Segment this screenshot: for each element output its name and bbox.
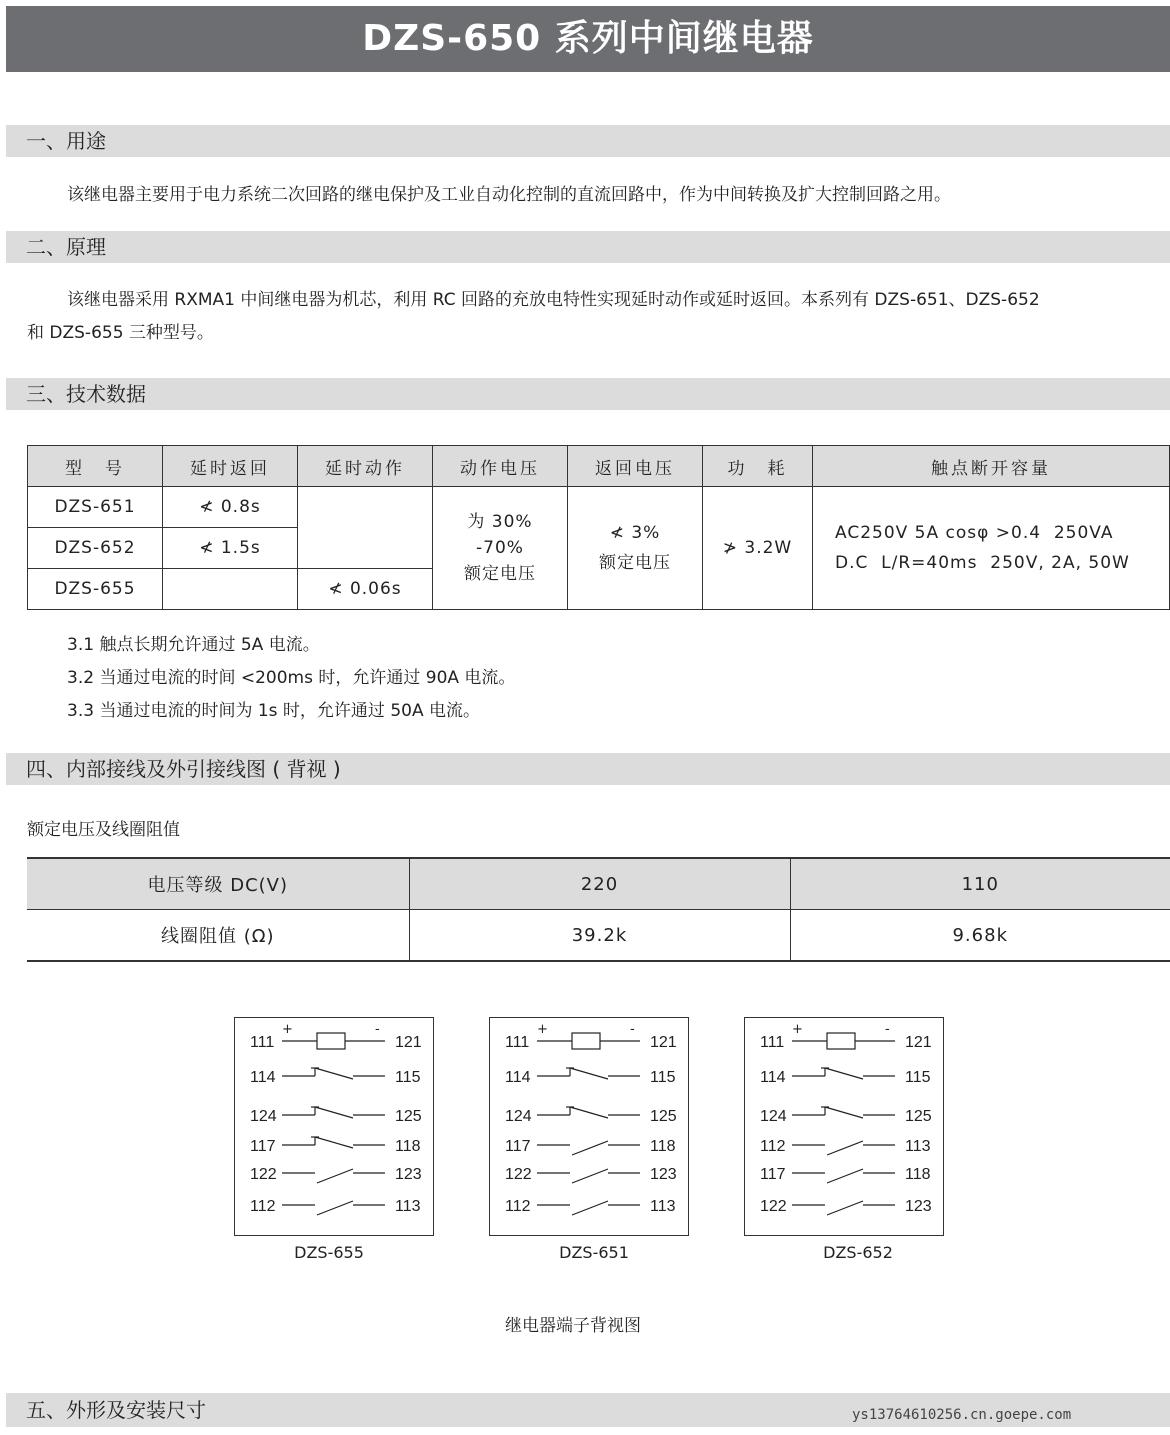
contact-blade — [570, 1107, 608, 1118]
contact-blade — [825, 1068, 863, 1079]
page-title: DZS-650 系列中间继电器 — [6, 6, 1170, 72]
contact-blade — [572, 1201, 608, 1215]
terminal-label: 125 — [905, 1108, 932, 1125]
terminal-label: 114 — [250, 1069, 276, 1086]
model-cell: DZS-652 — [28, 528, 163, 569]
delay-return-cell: ≮ 0.8s — [163, 487, 298, 528]
terminal-label: 111 — [760, 1034, 785, 1051]
coil-value-cell: 线圈阻值 (Ω) — [27, 910, 409, 962]
terminal-label: 123 — [395, 1166, 422, 1183]
coil-minus-sign: - — [630, 1022, 635, 1037]
terminal-label: 117 — [250, 1138, 276, 1155]
terminal-label: 111 — [505, 1034, 530, 1051]
action-voltage-line: 为 30% — [467, 512, 533, 532]
terminal-label: 113 — [650, 1198, 676, 1215]
terminal-label: 123 — [650, 1166, 677, 1183]
terminal-label: 125 — [650, 1108, 677, 1125]
wiring-diagram-dzs651 — [489, 1017, 689, 1236]
header-model: 型 号 — [28, 446, 163, 487]
terminal-label: 115 — [650, 1069, 676, 1086]
terminal-label: 118 — [650, 1138, 676, 1155]
terminal-label: 124 — [760, 1108, 787, 1125]
power-cell: ≯ 3.2W — [703, 487, 813, 610]
delay-action-cell: ≮ 0.06s — [298, 569, 433, 610]
terminal-label: 118 — [395, 1138, 421, 1155]
contact-blade — [315, 1137, 353, 1148]
contact-capacity-line: D.C L/R=40ms 250V, 2A, 50W — [835, 553, 1130, 573]
header-delay-action: 延时动作 — [298, 446, 433, 487]
terminal-label: 121 — [650, 1034, 677, 1051]
coil-header-cell: 110 — [790, 858, 1170, 910]
terminal-label: 112 — [250, 1198, 276, 1215]
contact-blade — [317, 1169, 353, 1183]
table-row — [28, 487, 1170, 528]
note-3: 3.3 当通过电流的时间为 1s 时，允许通过 50A 电流。 — [67, 701, 480, 721]
header-delay-return: 延时返回 — [163, 446, 298, 487]
section-heading-principle: 二、原理 — [6, 231, 1170, 263]
diagram-label: DZS-655 — [294, 1243, 364, 1262]
delay-action-empty — [298, 487, 433, 569]
return-voltage-cell — [568, 487, 703, 610]
note-1: 3.1 触点长期允许通过 5A 电流。 — [67, 635, 320, 655]
spec-header-row — [28, 446, 1170, 487]
note-2: 3.2 当通过电流的时间 <200ms 时，允许通过 90A 电流。 — [67, 668, 516, 688]
contact-blade — [572, 1169, 608, 1183]
model-cell: DZS-651 — [28, 487, 163, 528]
section-heading-wiring: 四、内部接线及外引接线图 ( 背视 ) — [6, 753, 1170, 785]
coil-plus-sign: + — [792, 1022, 803, 1037]
section-heading-tech-data: 三、技术数据 — [6, 378, 1170, 410]
contact-blade — [570, 1068, 608, 1079]
coil-symbol — [572, 1033, 600, 1049]
terminal-label: 113 — [905, 1138, 931, 1155]
terminal-label: 114 — [505, 1069, 531, 1086]
coil-minus-sign: - — [885, 1022, 890, 1037]
terminal-label: 115 — [905, 1069, 931, 1086]
terminal-label: 111 — [250, 1034, 275, 1051]
contact-blade — [827, 1201, 863, 1215]
coil-header-cell: 电压等级 DC(V) — [27, 858, 409, 910]
delay-return-cell: ≮ 1.5s — [163, 528, 298, 569]
terminal-label: 121 — [395, 1034, 422, 1051]
contact-blade — [315, 1107, 353, 1118]
contact-blade — [827, 1141, 863, 1155]
delay-return-cell — [163, 569, 298, 610]
contact-blade — [572, 1141, 608, 1155]
terminal-label: 114 — [760, 1069, 786, 1086]
terminal-label: 125 — [395, 1108, 422, 1125]
wiring-diagram-dzs652 — [744, 1017, 944, 1236]
contact-capacity-line: AC250V 5A cosφ >0.4 250VA — [835, 523, 1114, 543]
action-voltage-cell — [433, 487, 568, 610]
terminal-label: 121 — [905, 1034, 932, 1051]
diagram-label: DZS-651 — [559, 1243, 629, 1262]
header-contact-capacity: 触点断开容量 — [813, 446, 1170, 487]
watermark: ys13764610256.cn.goepe.com — [852, 1407, 1072, 1423]
coil-header-cell: 220 — [409, 858, 790, 910]
coil-symbol — [827, 1033, 855, 1049]
spec-table — [27, 445, 1170, 610]
contact-blade — [827, 1169, 863, 1183]
terminal-label: 122 — [760, 1198, 787, 1215]
model-cell: DZS-655 — [28, 569, 163, 610]
coil-header-row — [27, 858, 1170, 910]
coil-symbol — [317, 1033, 345, 1049]
coil-plus-sign: + — [537, 1022, 548, 1037]
coil-value-cell: 39.2k — [409, 910, 790, 962]
wiring-diagram-dzs655 — [234, 1017, 434, 1236]
coil-value-cell: 9.68k — [790, 910, 1170, 962]
terminal-label: 117 — [505, 1138, 531, 1155]
terminal-label: 112 — [505, 1198, 531, 1215]
terminal-label: 122 — [250, 1166, 277, 1183]
terminal-label: 117 — [760, 1166, 786, 1183]
contact-blade — [317, 1201, 353, 1215]
contact-blade — [315, 1068, 353, 1079]
usage-text: 该继电器主要用于电力系统二次回路的继电保护及工业自动化控制的直流回路中，作为中间转换及扩大控制回路之用。 — [67, 185, 951, 205]
terminal-label: 118 — [905, 1166, 931, 1183]
coil-table — [27, 857, 1170, 962]
return-voltage-line: 额定电压 — [599, 553, 671, 573]
action-voltage-line: 额定电压 — [464, 564, 536, 584]
action-voltage-line: -70% — [476, 538, 524, 558]
principle-text-line1: 该继电器采用 RXMA1 中间继电器为机芯，利用 RC 回路的充放电特性实现延时动作或延时返回。本系列有 DZS-651、DZS-652 — [67, 290, 1040, 310]
contact-capacity-cell — [813, 487, 1170, 610]
coil-value-row — [27, 910, 1170, 962]
header-power: 功 耗 — [703, 446, 813, 487]
terminal-label: 124 — [505, 1108, 532, 1125]
diagram-caption: 继电器端子背视图 — [505, 1316, 641, 1336]
terminal-label: 112 — [760, 1138, 786, 1155]
terminal-label: 124 — [250, 1108, 277, 1125]
coil-minus-sign: - — [375, 1022, 380, 1037]
diagram-label: DZS-652 — [823, 1243, 893, 1262]
coil-plus-sign: + — [282, 1022, 293, 1037]
coil-table-caption: 额定电压及线圈阻值 — [27, 820, 180, 840]
return-voltage-line: ≮ 3% — [609, 523, 661, 543]
contact-blade — [825, 1107, 863, 1118]
section-heading-usage: 一、用途 — [6, 125, 1170, 157]
header-action-voltage: 动作电压 — [433, 446, 568, 487]
terminal-label: 113 — [395, 1198, 421, 1215]
section-heading-dimensions: 五、外形及安装尺寸 — [6, 1393, 1170, 1427]
terminal-label: 115 — [395, 1069, 421, 1086]
header-return-voltage: 返回电压 — [568, 446, 703, 487]
terminal-label: 122 — [505, 1166, 532, 1183]
terminal-label: 123 — [905, 1198, 932, 1215]
principle-text-line2: 和 DZS-655 三种型号。 — [27, 323, 214, 343]
